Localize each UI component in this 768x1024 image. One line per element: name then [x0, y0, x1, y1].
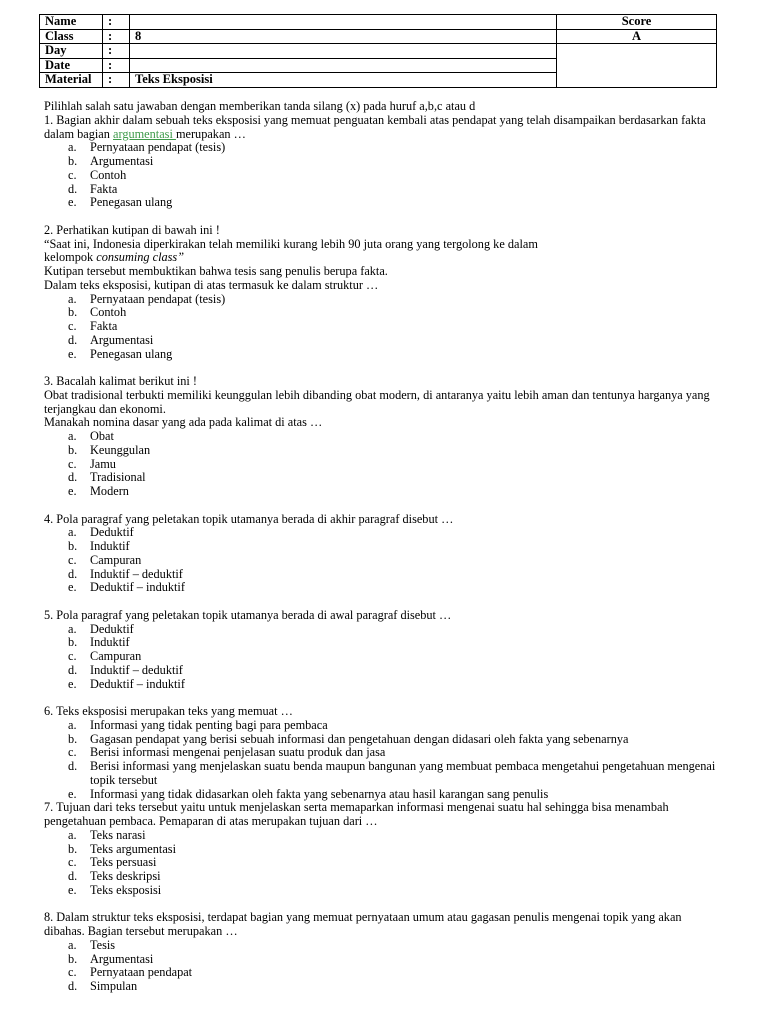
question-2-note: Kutipan tersebut membuktikan bahwa tesis sang penulis berupa fakta. — [44, 264, 388, 278]
option-b[interactable]: b. Contoh — [68, 305, 127, 320]
consuming-class-term: consuming class” — [96, 250, 185, 265]
question-7-options — [44, 829, 719, 898]
option-b[interactable]: b. Keunggulan — [68, 442, 151, 457]
option-a[interactable]: a. Deduktif — [68, 525, 134, 540]
colon: : — [103, 29, 130, 44]
colon: : — [103, 73, 130, 88]
option-e[interactable]: e. Penegasan ulang — [68, 195, 173, 210]
option-e[interactable]: e. Deduktif – induktif — [68, 676, 185, 691]
score-value: A — [557, 29, 717, 44]
option-c[interactable]: c. Contoh — [68, 167, 127, 182]
question-6: 6. Teks eksposisi merupakan teks yang memuat … — [44, 704, 293, 718]
option-e[interactable]: e. Penegasan ulang — [68, 346, 173, 361]
option-a[interactable]: a. Obat — [68, 429, 114, 443]
argumentasi-link[interactable]: argumentasi — [112, 126, 176, 141]
spacer — [44, 691, 719, 705]
instruction: Pilihlah salah satu jawaban dengan memberikan tanda silang (x) pada huruf a,b,c atau d — [44, 99, 476, 113]
option-d[interactable]: d. Induktif – deduktif — [68, 662, 183, 677]
question-8: 8. Dalam struktur teks eksposisi, terdapat bagian yang memuat pernyataan umum atau gagasan penulis mengenai topik yang akan dibahas. Bagian tersebut merupakan … — [44, 910, 682, 938]
day-value — [130, 44, 557, 59]
date-label: Date — [40, 58, 103, 73]
option-a[interactable]: a. Pernyataan pendapat (tesis) — [68, 140, 226, 155]
option-e[interactable]: e. Teks eksposisi — [68, 882, 162, 897]
option-d[interactable]: d. Simpulan — [68, 979, 138, 993]
option-c[interactable]: c. Pernyataan pendapat — [68, 965, 193, 980]
class-row — [40, 29, 717, 44]
name-value — [130, 15, 557, 30]
option-d[interactable]: d. Fakta — [68, 181, 118, 196]
question-3-sentence: Obat tradisional terbukti memiliki keunggulan lebih dibanding obat modern, di antaranya yaitu lebih aman dan tentunya harganya yang terjangkau dan ekonomi. — [44, 387, 710, 416]
question-4: 4. Pola paragraf yang peletakan topik utamanya berada di akhir paragraf disebut … — [44, 511, 454, 526]
colon: : — [103, 58, 130, 73]
option-c[interactable]: c. Campuran — [68, 649, 142, 663]
option-d[interactable]: d. Tradisional — [68, 470, 146, 485]
question-3-options — [44, 430, 719, 499]
question-7: 7. Tujuan dari teks tersebut yaitu untuk menjelaskan serta memaparkan informasi mengenai suatu hal sehingga bisa menambah pengetahuan pembaca. Pemaparan di atas merupakan tujuan dari … — [44, 800, 669, 828]
option-a[interactable]: a. Informasi yang tidak penting bagi para pembaca — [68, 717, 328, 732]
question-2-ask: Dalam teks eksposisi, kutipan di atas termasuk ke dalam struktur … — [44, 277, 379, 292]
question-1 — [44, 114, 719, 142]
class-label: Class — [40, 29, 103, 44]
option-a[interactable]: a. Deduktif — [68, 621, 134, 636]
question-5-options — [44, 623, 719, 692]
colon: : — [103, 15, 130, 30]
option-c[interactable]: c. Jamu — [68, 456, 116, 471]
student-info-table — [39, 14, 717, 88]
option-b[interactable]: b. Induktif — [68, 539, 130, 553]
option-e[interactable]: e. Informasi yang tidak didasarkan oleh fakta yang sebenarnya atau hasil karangan sang penulis — [68, 786, 549, 801]
option-a[interactable]: a. Teks narasi — [68, 827, 146, 842]
option-e[interactable]: e. Modern — [68, 484, 129, 498]
day-label: Day — [40, 44, 103, 59]
spacer — [44, 499, 719, 513]
option-a[interactable]: a. Tesis — [68, 937, 116, 952]
question-4-options — [44, 526, 719, 595]
colon: : — [103, 44, 130, 59]
material-label: Material — [40, 73, 103, 88]
questions — [44, 100, 719, 994]
option-b[interactable]: b. Induktif — [68, 635, 130, 650]
class-value: 8 — [130, 29, 557, 44]
option-e[interactable]: e. Deduktif – induktif — [68, 580, 185, 595]
question-8-options — [44, 939, 719, 994]
spacer — [44, 361, 719, 375]
day-row — [40, 44, 717, 59]
option-d[interactable]: d. Berisi informasi yang menjelaskan suatu benda maupun bangunan yang membuat pembaca mengetahui pengetahuan mengenai topik tersebut — [68, 759, 716, 787]
option-c[interactable]: c. Berisi informasi mengenai penjelasan suatu produk dan jasa — [68, 745, 386, 760]
spacer — [44, 595, 719, 609]
question-5: 5. Pola paragraf yang peletakan topik utamanya berada di awal paragraf disebut … — [44, 607, 452, 622]
option-b[interactable]: b. Argumentasi — [68, 154, 154, 168]
question-2: 2. Perhatikan kutipan di bawah ini ! — [44, 222, 220, 237]
option-b[interactable]: b. Argumentasi — [68, 951, 154, 966]
spacer — [44, 898, 719, 912]
option-c[interactable]: c. Campuran — [68, 552, 142, 567]
option-b[interactable]: b. Gagasan pendapat yang berisi sebuah informasi dan pengetahuan dengan didasari oleh fakta yang sebenarnya — [68, 731, 629, 746]
score-box — [557, 44, 717, 88]
option-c[interactable]: c. Teks persuasi — [68, 855, 157, 870]
score-label: Score — [557, 15, 717, 30]
question-1-text-end: merupakan … — [175, 126, 246, 141]
question-2-options — [44, 293, 719, 362]
spacer — [44, 210, 719, 224]
option-d[interactable]: d. Argumentasi — [68, 332, 154, 347]
material-value: Teks Eksposisi — [130, 73, 557, 88]
date-value — [130, 58, 557, 73]
question-6-options — [44, 719, 719, 802]
quote-line-2: kelompok consuming class” — [44, 250, 185, 265]
question-3: 3. Bacalah kalimat berikut ini ! — [44, 374, 197, 388]
name-label: Name — [40, 15, 103, 30]
question-1-text: 1. Bagian akhir dalam sebuah teks eksposisi yang memuat penguatan kembali atas pendapat yang telah disampaikan berdasarkan fakta dalam bagian — [44, 112, 706, 141]
name-row — [40, 15, 717, 30]
option-d[interactable]: d. Teks deskripsi — [68, 869, 161, 883]
option-b[interactable]: b. Teks argumentasi — [68, 841, 176, 856]
question-1-options — [44, 141, 719, 210]
quote-line-1: “Saat ini, Indonesia diperkirakan telah memiliki kurang lebih 90 juta orang yang tergolong ke dalam — [44, 236, 538, 251]
option-a[interactable]: a. Pernyataan pendapat (tesis) — [68, 291, 226, 306]
question-3-ask: Manakah nomina dasar yang ada pada kalimat di atas … — [44, 415, 323, 430]
option-d[interactable]: d. Induktif – deduktif — [68, 566, 183, 581]
option-c[interactable]: c. Fakta — [68, 319, 118, 333]
